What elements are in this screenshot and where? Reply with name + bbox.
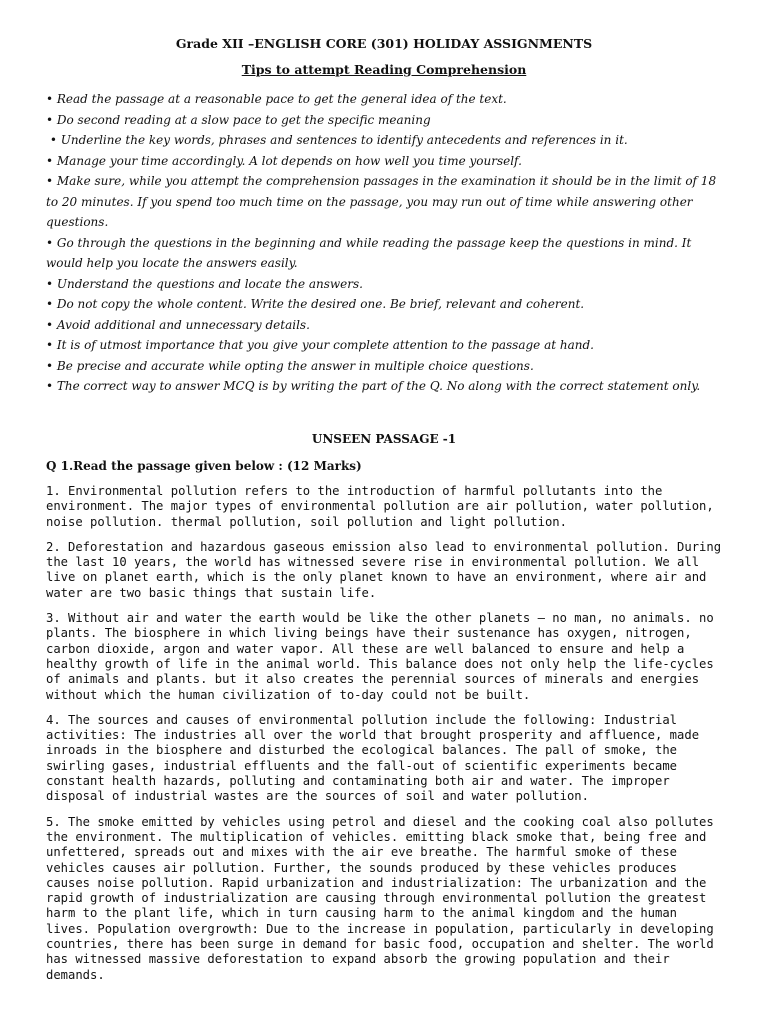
tip-item: • Read the passage at a reasonable pace to get the general idea of the text.: [46, 92, 507, 106]
tip-item: • The correct way to answer MCQ is by writing the part of the Q. No along with the correct statement only.: [46, 379, 701, 393]
tips-heading: Tips to attempt Reading Comprehension: [241, 62, 527, 77]
tip-item: • Manage your time accordingly. A lot depends on how well you time yourself.: [46, 153, 522, 168]
document-title: Grade XII –ENGLISH CORE (301) HOLIDAY ASSIGNMENTS: [175, 36, 593, 51]
passage-paragraph: 1. Environmental pollution refers to the introduction of harmful pollutants into the environment. The major types of environmental pollution are air pollution, water pollution, noise pollution. thermal pollution, soil pollution and light pollution.: [46, 484, 714, 529]
tip-item: • It is of utmost importance that you give your complete attention to the passage at hand.: [46, 338, 594, 352]
passage-paragraph: 4. The sources and causes of environmental pollution include the following: Industrial activities: The industries all over the world that brought prosperity and affluence, made inroads in the biosphere and disturbed the ecological balances. The pall of smoke, the swirling gases, industrial effluents and the fall-out of scientific experiments became constant health hazards, polluting and contaminating both air and water. The improper disposal of industrial wastes are the sources of soil and water pollution.: [46, 712, 700, 804]
tip-item: • Avoid additional and unnecessary details.: [46, 317, 310, 332]
passage-paragraph: 5. The smoke emitted by vehicles using petrol and diesel and the cooking coal also pollutes the environment. The multiplication of vehicles. emitting black smoke that, being free and unfettered, spreads out and mixes with the air eve breathe. The harmful smoke of these vehicles causes air pollution. Further, the sounds produced by these vehicles produces causes noise pollution. Rapid urbanization and industrialization: The urbanization and the rapid growth of industrialization are causing through environmental pollution the greatest harm to the plant life, which in turn causing harm to the animal kingdom and the human lives. Population overgrowth: Due to the increase in population, particularly in developing countries, there has been surge in demand for basic food, occupation and shelter. The world has witnessed massive deforestation to expand absorb the growing population and their demands.: [46, 814, 714, 982]
tip-item: • Underline the key words, phrases and sentences to identify antecedents and references in it.: [46, 133, 628, 147]
passage-body: [46, 484, 726, 993]
tips-list: [46, 89, 721, 397]
passage-paragraph: 3. Without air and water the earth would be like the other planets — no man, no animals. no plants. The biosphere in which living beings have their sustenance has oxygen, nitrogen, carbon dioxide, argon and water vapor. All these are well balanced to ensure and help a healthy growth of life in the animal world. This balance does not only help the life-cycles of animals and plants. but it also creates the perennial sources of minerals and energies without which the human civilization of to-day could not be built.: [46, 611, 714, 702]
tip-item: • Make sure, while you attempt the comprehension passages in the examination it should be in the limit of 18 to 20 minutes. If you spend too much time on the passage, you may run out of time while answering other questions.: [46, 174, 717, 229]
passage-paragraph: 2. Deforestation and hazardous gaseous emission also lead to environmental pollution. During the last 10 years, the world has witnessed severe rise in environmental pollution. We all live on planet earth, which is the only planet known to have an environment, where air and water are two basic things that sustain life.: [46, 539, 722, 600]
tip-item: • Do second reading at a slow pace to get the specific meaning: [46, 112, 431, 127]
tip-item: • Go through the questions in the beginning and while reading the passage keep the questions in mind. It would help you locate the answers easily.: [46, 235, 692, 270]
passage-heading: UNSEEN PASSAGE -1: [311, 432, 457, 446]
tip-item: • Understand the questions and locate the answers.: [46, 276, 363, 291]
tip-item: • Do not copy the whole content. Write the desired one. Be brief, relevant and coherent.: [46, 297, 585, 311]
tip-item: • Be precise and accurate while opting the answer in multiple choice questions.: [46, 358, 534, 373]
question-text: Q 1.Read the passage given below : (12 Marks): [46, 459, 362, 473]
